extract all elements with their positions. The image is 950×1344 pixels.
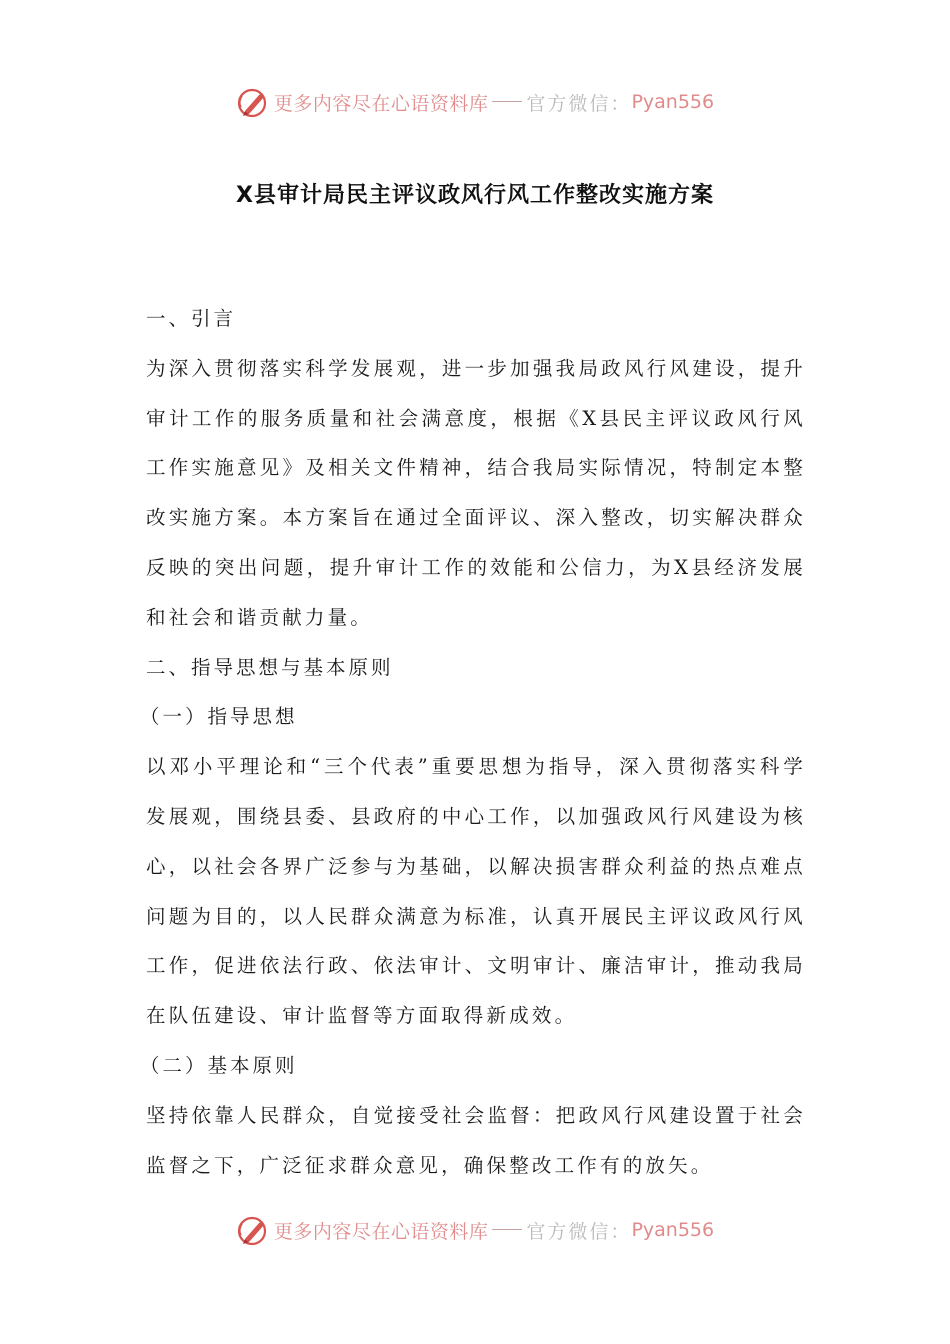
banner-wechat-label: 官方微信： <box>526 92 632 115</box>
banner-wechat-label: 官方微信： <box>526 1220 632 1243</box>
banner-slogan: 更多内容尽在心语资料库 <box>273 92 489 115</box>
banner-wechat-id: Pyan556 <box>631 1219 715 1241</box>
document-title: X县审计局民主评议政风行风工作整改实施方案 <box>236 183 714 208</box>
pen-logo-icon <box>236 85 270 119</box>
header-banner <box>0 80 950 124</box>
body-paragraph: 以邓小平理论和“三个代表”重要思想为指导，深入贯彻落实科学发展观，围绕县委、县政府的中心工作，以加强政风行风建设为核心，以社会各界广泛参与为基础，以解决损害群众利益的热点难点问题为目的，以人民群众满意为标准，认真开展民主评议政风行风工作，促进依法行政、依法审计、文明审计、廉洁审计，推动我局在队伍建设、审计监督等方面取得新成效。 <box>146 755 806 1028</box>
banner-dash <box>492 1229 522 1230</box>
subsection-heading: （二）基本原则 <box>140 1053 298 1077</box>
footer-banner <box>0 1208 950 1252</box>
body-paragraph: 为深入贯彻落实科学发展观，进一步加强我局政风行风建设，提升审计工作的服务质量和社会满意度，根据《X县民主评议政风行风工作实施意见》及相关文件精神，结合我局实际情况，特制定本整改实施方案。本方案旨在通过全面评议、深入整改，切实解决群众反映的突出问题，提升审计工作的效能和公信力，为X县经济发展和社会和谐贡献力量。 <box>146 356 806 629</box>
subsection-heading: （一）指导思想 <box>140 705 298 729</box>
section-heading: 二、指导思想与基本原则 <box>146 655 394 679</box>
section-heading: 一、引言 <box>146 307 237 330</box>
banner-dash <box>492 101 522 102</box>
body-paragraph: 坚持依靠人民群众，自觉接受社会监督：把政风行风建设置于社会监督之下，广泛征求群众意见，确保整改工作有的放矢。 <box>146 1103 806 1177</box>
banner-slogan: 更多内容尽在心语资料库 <box>273 1220 489 1243</box>
pen-logo-icon <box>236 1213 270 1247</box>
banner-wechat-id: Pyan556 <box>631 91 715 113</box>
document-body <box>140 294 806 1190</box>
